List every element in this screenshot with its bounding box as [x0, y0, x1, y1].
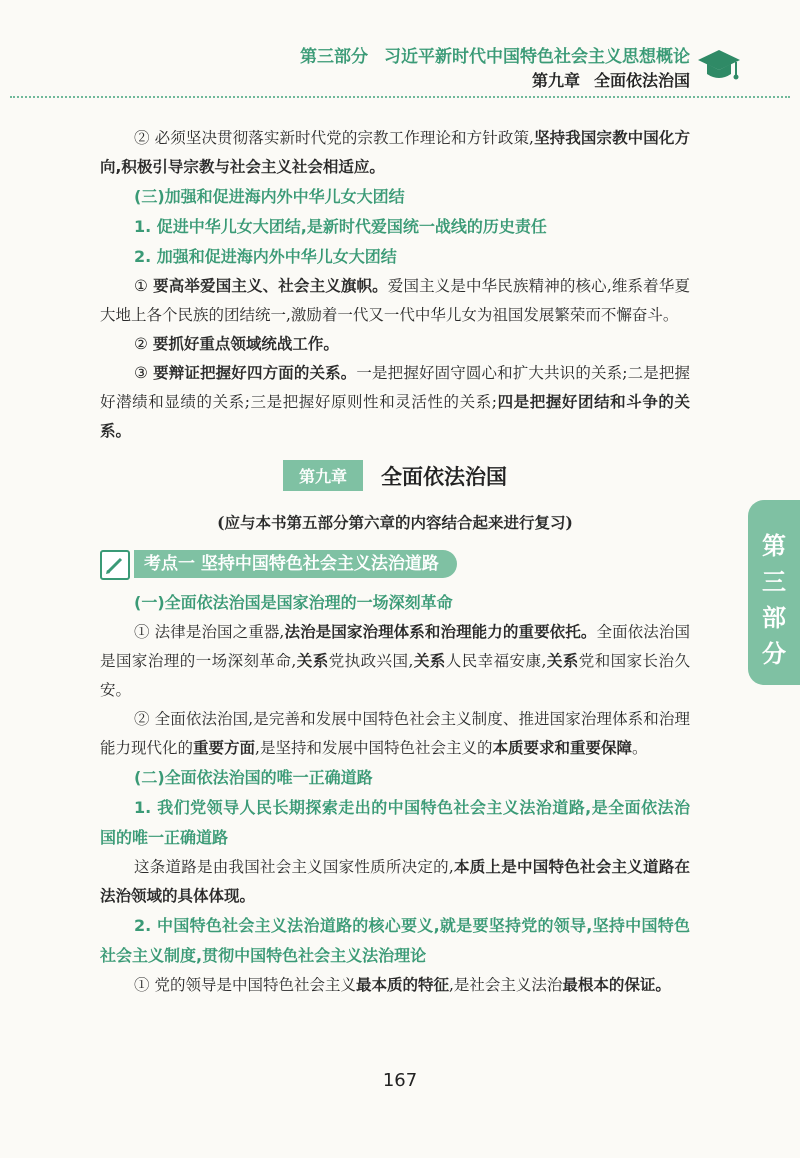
text: 人民幸福安康,: [445, 652, 547, 670]
paragraph: [100, 618, 690, 705]
text: 党和国家长治久安。: [100, 652, 690, 699]
text: 这条道路是由我国社会主义国家性质所决定的,: [134, 858, 454, 876]
paragraph: [100, 330, 690, 359]
item-marker: ②: [134, 129, 150, 147]
page-number: 167: [382, 1070, 418, 1091]
text: 爱国主义是中华民族精神的核心,维系着华夏大地上各个民族的团结统一,激励着一代又一代中华儿女为祖国发展繁荣而不懈奋斗。: [100, 277, 690, 324]
bold-text: 最本质的特征: [355, 976, 449, 994]
text: 必须坚决贯彻落实新时代党的宗教工作理论和方针政策,: [154, 129, 534, 147]
text: 党执政兴国,: [328, 652, 414, 670]
item-marker: ①: [134, 623, 150, 641]
graduation-cap-icon: [696, 46, 742, 86]
header-divider: [10, 96, 790, 98]
item-marker: ①: [134, 976, 150, 994]
bold-text: 法治是国家治理体系和治理能力的重要依托。: [284, 623, 597, 641]
kaodian-label: 考点一 坚持中国特色社会主义法治道路: [134, 550, 457, 578]
chapter-label: 第九章: [283, 460, 363, 491]
subsection-heading: 2. 加强和促进海内外中华儿女大团结: [134, 247, 397, 266]
bold-text: 要辩证把握好四方面的关系。: [153, 364, 357, 382]
paragraph: [100, 853, 690, 911]
bold-text: 四是把握好团结和斗争的关系。: [100, 393, 690, 440]
item-marker: ①: [134, 277, 149, 295]
header-chapter-no: 第九章: [531, 71, 580, 90]
side-tab-char: 第: [762, 532, 786, 560]
chapter-heading: [100, 460, 690, 504]
subsection-heading: 1. 我们党领导人民长期探索走出的中国特色社会主义法治道路,是全面依法治国的唯一正确道路: [100, 798, 690, 847]
text: 全面依法治国,是完善和发展中国特色社会主义制度、推进国家治理体系和治理能力现代化的: [100, 710, 690, 757]
paragraph: [100, 971, 690, 1000]
text: ,是社会主义法治: [448, 976, 563, 994]
kaodian-banner: [100, 548, 690, 582]
running-subheader: [518, 68, 690, 91]
chapter-note: (应与本书第五部分第六章的内容结合起来进行复习): [217, 513, 573, 532]
item-marker: ②: [134, 710, 150, 728]
paragraph: [100, 272, 690, 330]
header-chapter-name: 全面依法治国: [593, 71, 690, 90]
running-header: [260, 42, 690, 67]
header-part: 第三部分: [300, 47, 368, 67]
bold-text: 关系: [296, 652, 329, 670]
subsection-heading: 1. 促进中华儿女大团结,是新时代爱国统一战线的历史责任: [134, 217, 547, 236]
main-content: [100, 124, 690, 1000]
side-tab-char: 三: [762, 568, 786, 596]
section-heading: (二)全面依法治国的唯一正确道路: [134, 768, 373, 787]
part-side-tab: [748, 500, 800, 685]
bold-text: 关系: [546, 652, 579, 670]
paragraph: [100, 359, 690, 446]
bold-text: 本质上是中国特色社会主义道路在法治领域的具体体现。: [100, 858, 690, 905]
side-tab-char: 分: [762, 640, 786, 668]
pencil-icon: [100, 550, 130, 580]
text: 全面依法治国是国家治理的一场深刻革命,: [100, 623, 690, 670]
text: 。: [631, 739, 648, 757]
bold-text: 本质要求和重要保障: [492, 739, 632, 757]
bold-text: 重要方面: [193, 739, 256, 757]
chapter-title: 全面依法治国: [381, 464, 507, 489]
text: 党的领导是中国特色社会主义: [154, 976, 356, 994]
bold-text: 最根本的保证。: [562, 976, 671, 994]
text: ,是坚持和发展中国特色社会主义的: [255, 739, 493, 757]
subsection-heading: 2. 中国特色社会主义法治道路的核心要义,就是要坚持党的领导,坚持中国特色社会主义制度,贯彻中国特色社会主义法治理论: [100, 916, 690, 965]
bold-text: 坚持我国宗教中国化方向,积极引导宗教与社会主义社会相适应。: [100, 129, 690, 176]
paragraph: [100, 705, 690, 763]
paragraph: [100, 124, 690, 182]
section-heading: (一)全面依法治国是国家治理的一场深刻革命: [134, 593, 453, 612]
item-marker: ②: [134, 335, 148, 353]
header-book-title: 习近平新时代中国特色社会主义思想概论: [384, 47, 690, 67]
section-heading: (三)加强和促进海内外中华儿女大团结: [134, 187, 405, 206]
bold-text: 要抓好重点领域统战工作。: [152, 335, 339, 353]
bold-text: 关系: [413, 652, 446, 670]
text: 法律是治国之重器,: [154, 623, 285, 641]
text: 一是把握好固守圆心和扩大共识的关系;二是把握好潜绩和显绩的关系;三是把握好原则性和灵活性的关系;: [100, 364, 690, 411]
bold-text: 要高举爱国主义、社会主义旗帜。: [153, 277, 388, 295]
item-marker: ③: [134, 364, 149, 382]
side-tab-char: 部: [762, 604, 786, 632]
